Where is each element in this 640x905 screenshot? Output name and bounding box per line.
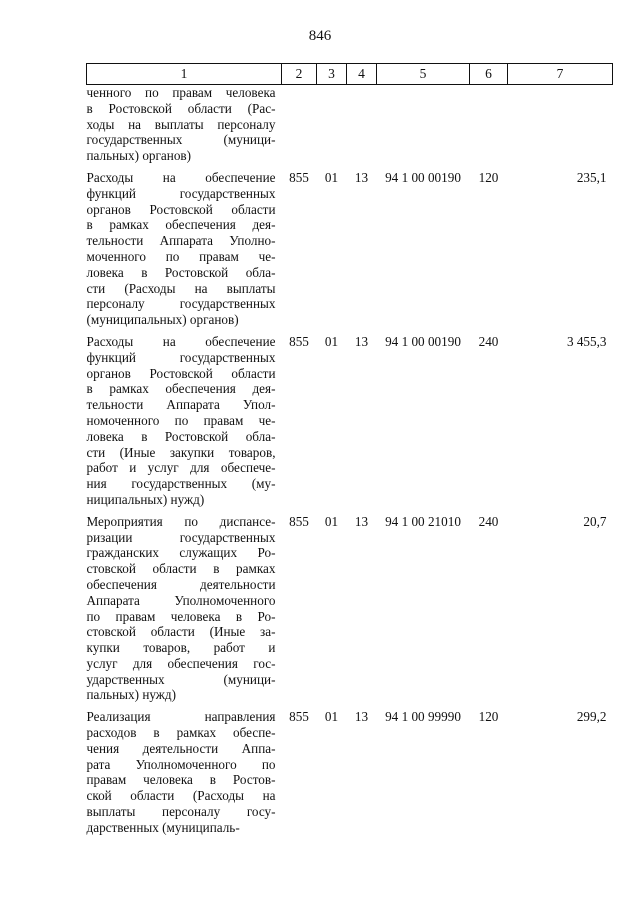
description-line: обеспечения деятельности: [86, 576, 276, 592]
description-line: персоналу государственных: [86, 296, 276, 312]
description-line: тельности Аппарата Упол-: [86, 397, 276, 413]
table-row: [87, 709, 613, 841]
description-line: работ и услуг для обеспече-: [86, 460, 276, 476]
description-line: ударственных (муници-: [86, 671, 276, 687]
ministry-code: 855: [289, 169, 309, 185]
description-line: ской области (Расходы на: [86, 788, 276, 804]
description-line: ченного по правам человека: [86, 85, 276, 100]
amount-value: 20,7: [583, 513, 607, 529]
description-line: расходов в рамках обеспе-: [86, 725, 276, 741]
description-line: тельности Аппарата Уполно-: [86, 233, 276, 249]
subsection-code: 13: [354, 513, 369, 529]
description-line: органов Ростовской области: [86, 201, 276, 217]
amount-value: 299,2: [576, 709, 607, 725]
column-header-1: 1: [87, 64, 282, 85]
table-body: [87, 85, 613, 842]
expense-description: [87, 709, 282, 841]
target-article-code: [377, 85, 470, 170]
expense-description: [87, 334, 282, 514]
section-code: 01: [324, 333, 339, 349]
description-line: дарственных (муниципаль-: [86, 819, 240, 835]
expense-type-code: 240: [478, 513, 499, 529]
amount-value: 235,1: [576, 169, 607, 185]
ministry-code: 855: [289, 333, 309, 349]
page-number: 846: [308, 28, 332, 44]
section-code: 01: [324, 169, 339, 185]
column-header-6: 6: [470, 64, 508, 85]
description-line: пальных) органов): [86, 148, 192, 164]
expense-type-code: [470, 85, 508, 170]
target-article-code: 94 1 00 99990: [385, 709, 461, 725]
table-row: [87, 514, 613, 710]
section-code: 01: [324, 709, 339, 725]
description-line: гражданских служащих Ро-: [86, 545, 276, 561]
description-line: чения деятельности Аппа-: [86, 740, 276, 756]
description-line: сти (Иные закупки товаров,: [86, 444, 276, 460]
description-line: сти (Расходы на выплаты: [86, 280, 276, 296]
column-header-3: 3: [317, 64, 347, 85]
description-line: в Ростовской области (Рас-: [86, 100, 276, 116]
description-line: (муниципальных) органов): [86, 312, 239, 328]
expense-type-code: 240: [478, 333, 499, 349]
column-header-7: 7: [508, 64, 613, 85]
description-line: правам человека в Ростов-: [86, 772, 276, 788]
amount-value: 3 455,3: [566, 333, 607, 349]
description-line: ходы на выплаты персоналу: [86, 116, 276, 132]
expense-description: [87, 514, 282, 710]
target-article-code: 94 1 00 00190: [385, 169, 461, 185]
description-line: услуг для обеспечения гос-: [86, 655, 276, 671]
table-row: [87, 85, 613, 170]
ministry-code: 855: [289, 709, 309, 725]
expense-description: [87, 85, 282, 170]
ministry-code: [282, 85, 317, 170]
description-line: моченного по правам че-: [86, 248, 276, 264]
description-line: в рамках обеспечения дея-: [86, 217, 276, 233]
table-row: [87, 170, 613, 334]
description-line: номоченного по правам че-: [86, 412, 276, 428]
subsection-code: 13: [354, 333, 369, 349]
description-line: ниципальных) нужд): [86, 491, 205, 507]
description-line: рата Уполномоченного по: [86, 756, 276, 772]
description-line: Реализация направления: [86, 709, 276, 725]
description-line: стовской области в рамках: [86, 561, 276, 577]
description-line: функций государственных: [86, 185, 276, 201]
budget-table: [86, 63, 613, 842]
column-header-4: 4: [347, 64, 377, 85]
table-header-row: [87, 64, 613, 85]
description-line: выплаты персоналу госу-: [86, 804, 276, 820]
section-code: 01: [324, 513, 339, 529]
subsection-code: [347, 85, 377, 170]
table-row: [87, 334, 613, 514]
description-line: пальных) нужд): [86, 687, 177, 703]
description-line: стовской области (Иные за-: [86, 624, 276, 640]
description-line: органов Ростовской области: [86, 365, 276, 381]
target-article-code: 94 1 00 21010: [385, 513, 461, 529]
description-line: функций государственных: [86, 349, 276, 365]
section-code: [317, 85, 347, 170]
description-line: ловека в Ростовской обла-: [86, 264, 276, 280]
column-header-2: 2: [282, 64, 317, 85]
description-line: в рамках обеспечения дея-: [86, 381, 276, 397]
expense-type-code: 120: [478, 709, 499, 725]
description-line: ния государственных (му-: [86, 476, 276, 492]
description-line: ловека в Ростовской обла-: [86, 428, 276, 444]
description-line: Аппарата Уполномоченного: [86, 592, 276, 608]
ministry-code: 855: [289, 513, 309, 529]
expense-type-code: 120: [478, 169, 499, 185]
expense-description: [87, 170, 282, 334]
description-line: государственных (муници-: [86, 132, 276, 148]
column-header-5: 5: [377, 64, 470, 85]
subsection-code: 13: [354, 709, 369, 725]
target-article-code: 94 1 00 00190: [385, 333, 461, 349]
description-line: Расходы на обеспечение: [86, 169, 276, 185]
description-line: купки товаров, работ и: [86, 640, 276, 656]
amount-value: [508, 85, 613, 170]
description-line: Мероприятия по диспансе-: [86, 513, 276, 529]
description-line: ризации государственных: [86, 529, 276, 545]
description-line: по правам человека в Ро-: [86, 608, 276, 624]
description-line: Расходы на обеспечение: [86, 333, 276, 349]
subsection-code: 13: [354, 169, 369, 185]
